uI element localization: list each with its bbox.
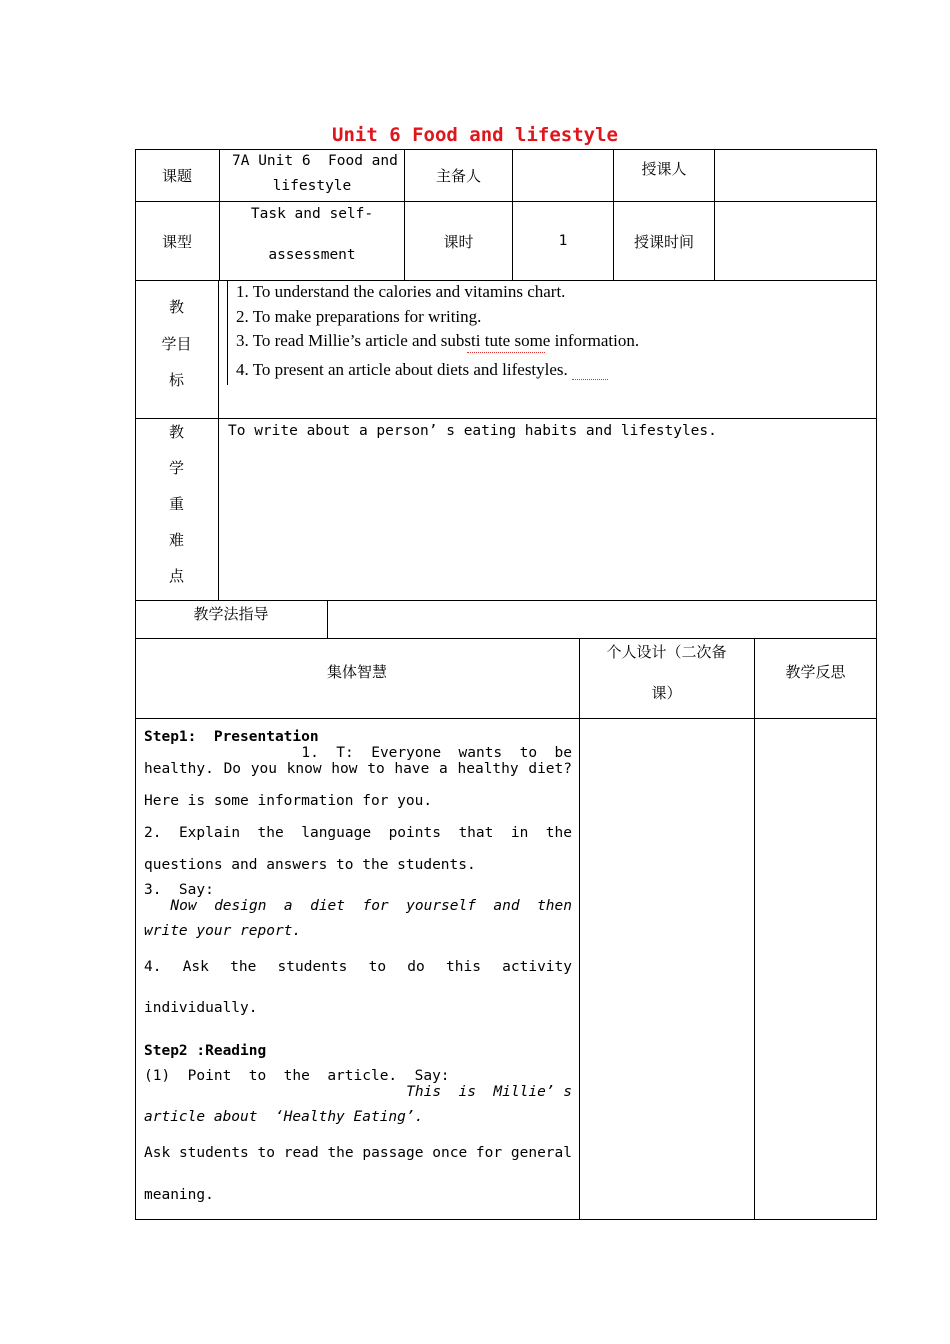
- step1-p2-line1: 2. Explain the language points that in the: [144, 825, 572, 841]
- key-points-divider: [218, 418, 219, 600]
- objectives-inner-divider: [227, 281, 228, 385]
- step1-p3-line2: write your report.: [144, 923, 302, 939]
- objective-4: 4. To present an article about diets and lifestyles.: [236, 360, 568, 379]
- objectives-divider: [218, 280, 219, 418]
- step1-p3-italic: Now design a diet for yourself and then: [170, 898, 572, 914]
- objective-2: 2. To make preparations for writing.: [236, 307, 482, 326]
- step1-p3-line1: [144, 882, 572, 914]
- personal-header-line2: 课）: [651, 684, 682, 702]
- step2-p1-line2: article about ‘Healthy Eating’.: [144, 1109, 424, 1125]
- objectives-label-1: 教: [168, 298, 184, 316]
- periods-label: 课时: [404, 201, 512, 280]
- topic-label: 课题: [161, 166, 192, 185]
- key-points-label-1: 教: [168, 423, 184, 441]
- objective-1: 1. To understand the calories and vitamins chart.: [236, 282, 566, 301]
- teacher-label: [613, 149, 714, 201]
- periods-value: 1: [512, 201, 613, 280]
- key-points-row: [135, 418, 877, 600]
- key-points-label-5: 点: [168, 567, 184, 585]
- teacher-value: [714, 149, 877, 201]
- topic-line2: lifestyle: [272, 178, 352, 194]
- step1-p4-line1: 4. Ask the students to do this activity: [144, 959, 572, 975]
- objective-3: 3. To read Millie’s article and substi tute some information.: [236, 331, 640, 350]
- type-label: 课型: [135, 201, 219, 280]
- reflection-header: 教学反思: [785, 663, 846, 681]
- step2-p1-line1: [144, 1068, 572, 1100]
- step1-p1-rest: 1. T: Everyone wants to be: [301, 745, 572, 761]
- step1-p2-line2: questions and answers to the students.: [144, 857, 476, 873]
- key-points-text: To write about a person’ s eating habits and lifestyles.: [228, 423, 717, 439]
- method-divider: [327, 600, 328, 638]
- type-line2: assessment: [268, 247, 356, 263]
- time-label: 授课时间: [613, 201, 714, 280]
- method-label: 教学法指导: [193, 605, 269, 623]
- topic-value: [219, 149, 404, 201]
- step2-p1-italic: This is Millie’ s: [406, 1084, 572, 1100]
- step2-p2-line1: Ask students to read the passage once for general: [144, 1145, 572, 1161]
- type-value: [219, 201, 404, 280]
- spellcheck-underline: [572, 379, 608, 380]
- step1-p1-line3: Here is some information for you.: [144, 793, 433, 809]
- step1-p1-line2: healthy. Do you know how to have a healthy diet?: [144, 761, 572, 777]
- step1-p3-prefix: 3. Say:: [144, 882, 214, 898]
- collective-header: 集体智慧: [326, 663, 387, 681]
- step2-p2-line2: meaning.: [144, 1187, 214, 1203]
- key-points-label-3: 重: [168, 495, 184, 513]
- step1-p4-line2: individually.: [144, 1000, 258, 1016]
- key-points-label-4: 难: [168, 531, 184, 549]
- spellcheck-underline: [467, 352, 545, 353]
- step1-line1: [144, 729, 572, 761]
- topic-line1: 7A Unit 6 Food and: [232, 153, 398, 169]
- preparer-value: [512, 149, 613, 201]
- step2-p1-prefix: (1) Point to the article. Say:: [144, 1068, 450, 1084]
- type-line1: Task and self-: [250, 206, 374, 222]
- time-value: [714, 201, 877, 280]
- step2-heading: Step2 :Reading: [144, 1043, 267, 1059]
- preparer-label: 主备人: [404, 149, 512, 201]
- objectives-label-2: 学目: [161, 335, 192, 353]
- step1-heading: Step1: Presentation: [144, 729, 319, 745]
- key-points-label-2: 学: [168, 459, 184, 477]
- objectives-label-3: 标: [168, 371, 184, 389]
- page-title: Unit 6 Food and lifestyle: [332, 124, 618, 146]
- teacher-label-text: 授课人: [641, 160, 687, 178]
- personal-header-line1: 个人设计（二次备: [606, 643, 727, 661]
